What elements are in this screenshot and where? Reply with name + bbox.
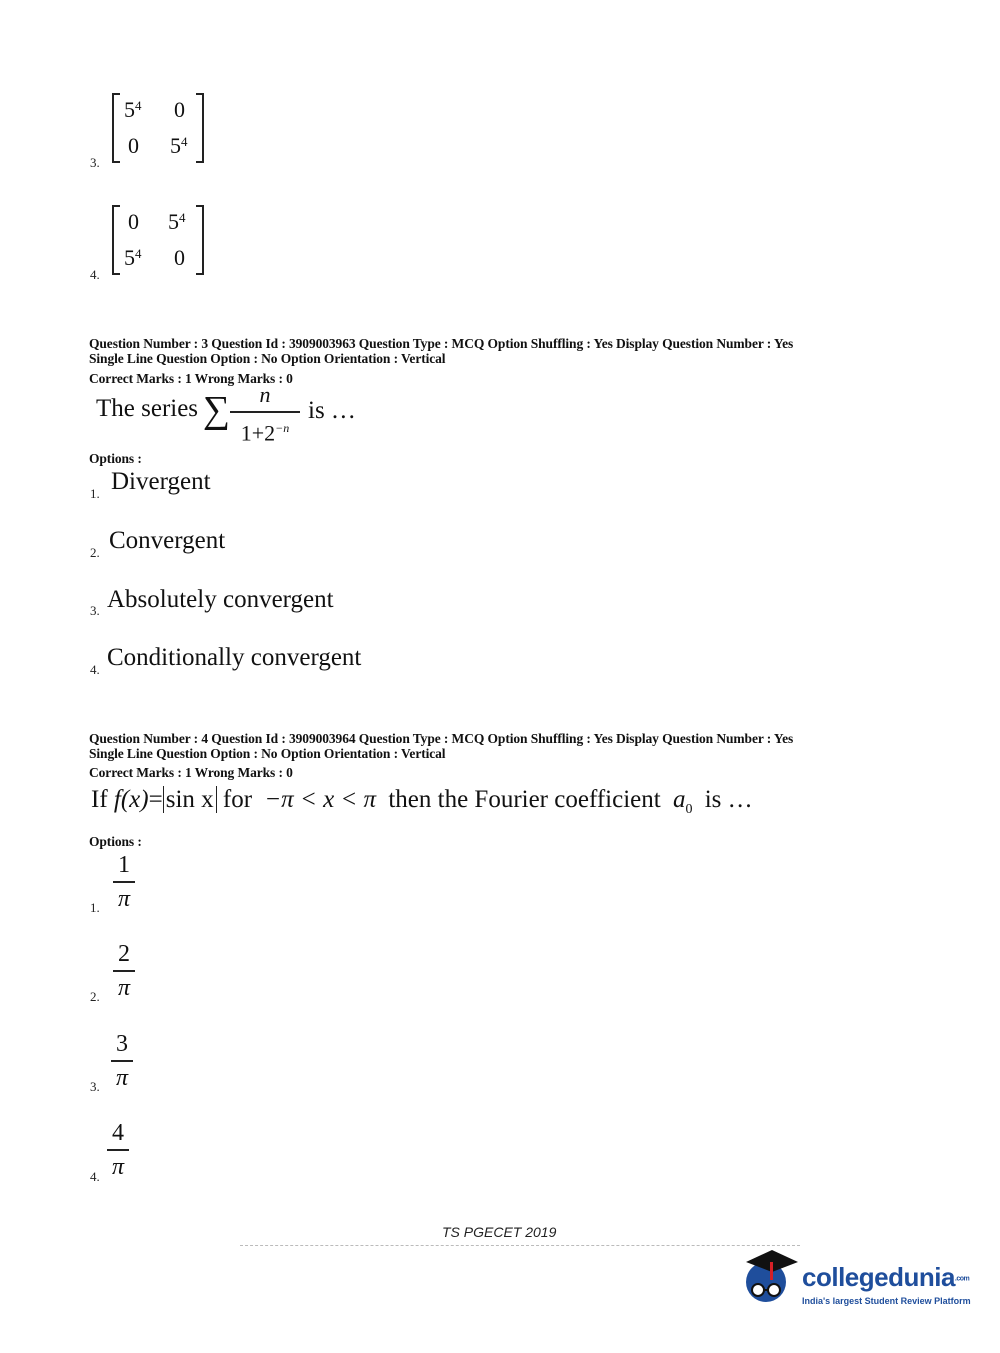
matrix-cell: 0 — [128, 209, 139, 234]
option-3-over-pi[interactable]: 3 π — [111, 1030, 133, 1092]
option-number: 3. — [90, 155, 100, 170]
option-number: 3. — [90, 1079, 100, 1094]
option-1-over-pi[interactable]: 1 π — [113, 851, 135, 913]
brand-name: collegedunia.com — [802, 1262, 970, 1292]
matrix-cell: 0 — [174, 97, 185, 122]
question-3-marks: Correct Marks : 1 Wrong Marks : 0 — [89, 371, 293, 386]
option-number: 1. — [90, 486, 100, 501]
footer-divider — [240, 1245, 800, 1246]
matrix-option-3 — [112, 93, 204, 163]
options-label: Options : — [89, 451, 142, 466]
option-number: 3. — [90, 603, 100, 618]
matrix-cell: 0 — [174, 245, 185, 270]
question-3-fraction: n $1+2^{-n}$ — [230, 382, 300, 445]
footer-exam-title: TS PGECET 2019 — [442, 1224, 557, 1240]
options-label: Options : — [89, 834, 142, 849]
option-convergent[interactable]: Convergent — [109, 527, 226, 554]
collegedunia-logo — [740, 1248, 980, 1318]
option-number: 2. — [90, 989, 100, 1004]
question-4-stem: If f(x)= sin x for −π < x < π then the Fourier coefficient $a_0$ is … — [91, 786, 753, 817]
option-2-over-pi[interactable]: 2 π — [113, 940, 135, 1002]
matrix-cell: $5^4$ — [124, 245, 142, 270]
question-3-stem-prefix: The series — [96, 395, 199, 422]
option-4-over-pi[interactable]: 4 π — [107, 1119, 129, 1181]
option-conditionally-convergent[interactable]: Conditionally convergent — [107, 644, 362, 671]
option-absolutely-convergent[interactable]: Absolutely convergent — [107, 586, 334, 613]
graduate-mascot-icon — [740, 1248, 800, 1310]
option-number: 4. — [90, 662, 100, 677]
brand-tagline: India's largest Student Review Platform — [802, 1296, 971, 1306]
question-4-marks: Correct Marks : 1 Wrong Marks : 0 — [89, 765, 293, 780]
option-number: 2. — [90, 545, 100, 560]
option-divergent[interactable]: Divergent — [111, 468, 211, 495]
matrix-cell: 0 — [128, 133, 139, 158]
matrix-cell: $5^4$ — [170, 133, 188, 158]
matrix-cell: $5^4$ — [168, 209, 186, 234]
option-number: 1. — [90, 900, 100, 915]
sigma-symbol: ∑ — [203, 389, 231, 431]
option-number: 4. — [90, 1169, 100, 1184]
option-number: 4. — [90, 267, 100, 282]
question-4-meta: Question Number : 4 Question Id : 3909003964 Question Type : MCQ Option Shuffling : Yes Display Question Number : Yes Single Line Question Option : No Option Orientation : Vertical — [89, 731, 794, 761]
question-3-stem-suffix: is … — [308, 397, 356, 424]
question-3-meta: Question Number : 3 Question Id : 3909003963 Question Type : MCQ Option Shuffling : Yes Display Question Number : Yes Single Line Question Option : No Option Orientation : Vertical — [89, 336, 794, 366]
matrix-cell: $5^4$ — [124, 97, 142, 122]
matrix-option-4 — [112, 205, 204, 275]
